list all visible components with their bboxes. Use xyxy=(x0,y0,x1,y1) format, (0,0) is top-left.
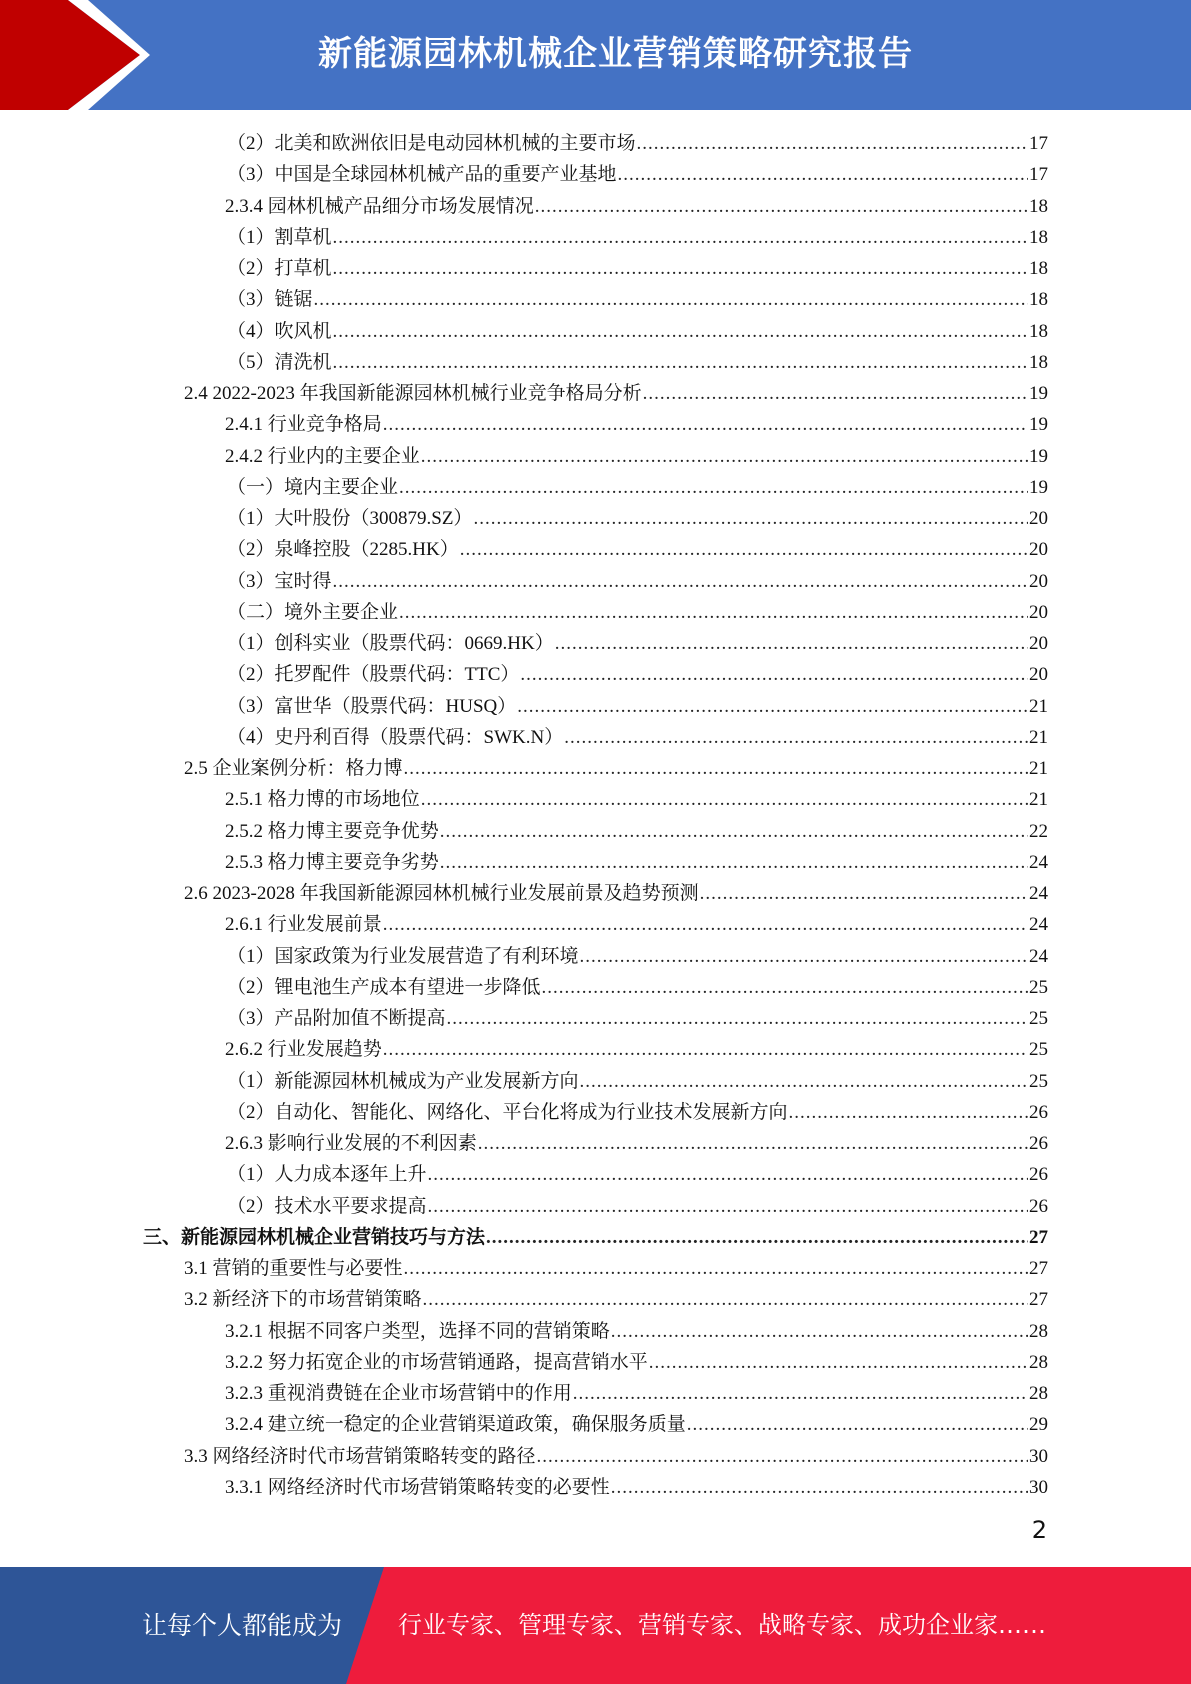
toc-entry-title: 2.6.1 行业发展前景 xyxy=(225,914,382,936)
toc-entry[interactable] xyxy=(184,1253,1048,1284)
toc-entry-title: （2）托罗配件（股票代码：TTC） xyxy=(227,664,520,686)
toc-entry[interactable] xyxy=(225,1034,1048,1065)
toc-dot-leader xyxy=(580,946,1028,968)
toc-dot-leader xyxy=(399,477,1028,499)
toc-entry[interactable] xyxy=(227,284,1048,315)
toc-dot-leader xyxy=(333,258,1028,280)
toc-entry-page: 25 xyxy=(1029,1070,1048,1092)
toc-entry-page: 20 xyxy=(1029,601,1048,623)
toc-entry-title: （1）新能源园林机械成为产业发展新方向 xyxy=(227,1070,579,1092)
toc-entry-title: 3.1 营销的重要性与必要性 xyxy=(184,1258,403,1279)
toc-entry-title: （2）自动化、智能化、网络化、平台化将成为行业技术发展新方向 xyxy=(227,1101,788,1123)
toc-entry[interactable] xyxy=(225,1472,1048,1503)
toc-dot-leader xyxy=(637,133,1028,155)
footer-slogan-left: 让每个人都能成为 xyxy=(142,1611,343,1640)
toc-entry-title: （2）打草机 xyxy=(227,258,332,279)
toc-entry[interactable] xyxy=(227,534,1048,565)
toc-entry-page: 24 xyxy=(1029,914,1048,936)
toc-entry[interactable] xyxy=(227,1159,1048,1190)
toc-entry[interactable] xyxy=(184,878,1048,909)
toc-entry-page: 26 xyxy=(1029,1195,1048,1217)
toc-entry[interactable] xyxy=(227,972,1048,1003)
toc-entry-title: （5）清洗机 xyxy=(227,351,332,373)
toc-entry[interactable] xyxy=(225,1347,1048,1378)
toc-entry[interactable] xyxy=(227,659,1048,690)
toc-entry[interactable] xyxy=(227,1191,1048,1222)
toc-entry-title: 2.6 2023-2028 年我国新能源园林机械行业发展前景及趋势预测 xyxy=(184,883,699,904)
toc-entry-page: 19 xyxy=(1029,383,1048,404)
toc-dot-leader xyxy=(611,1321,1028,1343)
toc-entry-page: 28 xyxy=(1029,1320,1048,1342)
toc-entry-page: 20 xyxy=(1029,664,1048,686)
toc-entry-title: （4）史丹利百得（股票代码：SWK.N） xyxy=(227,726,564,748)
toc-entry-page: 18 xyxy=(1029,258,1048,279)
toc-entry-title: 2.6.2 行业发展趋势 xyxy=(225,1039,382,1061)
toc-entry-title: （3）产品附加值不断提高 xyxy=(227,1008,446,1029)
toc-entry-page: 27 xyxy=(1029,1258,1048,1279)
toc-entry-title: （2）北美和欧洲依旧是电动园林机械的主要市场 xyxy=(227,133,636,154)
toc-dot-leader xyxy=(440,821,1028,843)
toc-entry-page: 29 xyxy=(1029,1414,1048,1436)
footer-bar xyxy=(0,1567,1191,1684)
toc-entry[interactable] xyxy=(225,191,1048,222)
toc-entry-page: 24 xyxy=(1029,883,1048,904)
toc-entry[interactable] xyxy=(227,691,1048,722)
toc-dot-leader xyxy=(440,852,1028,874)
toc-entry-title: 2.3.4 园林机械产品细分市场发展情况 xyxy=(225,195,534,217)
header-bar xyxy=(0,0,1191,110)
toc-entry-title: 3.2.2 努力拓宽企业的市场营销通路，提高营销水平 xyxy=(225,1351,648,1373)
toc-dot-leader xyxy=(423,1289,1028,1311)
toc-entry[interactable] xyxy=(225,1316,1048,1347)
toc-entry[interactable] xyxy=(227,503,1048,534)
toc-entry-title: （4）吹风机 xyxy=(227,320,332,342)
toc-entry[interactable] xyxy=(225,1409,1048,1440)
page-number: 2 xyxy=(1031,1516,1047,1544)
toc-entry-page: 21 xyxy=(1029,758,1048,779)
toc-entry[interactable] xyxy=(227,128,1048,159)
toc-dot-leader xyxy=(687,1414,1028,1436)
toc-entry-title: （2）锂电池生产成本有望进一步降低 xyxy=(227,976,541,998)
toc-entry-title: （3）链锯 xyxy=(227,289,313,311)
toc-entry-title: 2.5.2 格力博主要竞争优势 xyxy=(225,820,439,842)
toc-entry[interactable] xyxy=(225,441,1048,472)
toc-dot-leader xyxy=(333,227,1028,249)
toc-entry-page: 26 xyxy=(1029,1101,1048,1123)
toc-entry-title: 2.6.3 影响行业发展的不利因素 xyxy=(225,1133,477,1154)
toc-entry[interactable] xyxy=(227,1066,1048,1097)
toc-dot-leader xyxy=(486,1227,1028,1249)
toc-entry[interactable] xyxy=(225,784,1048,815)
toc-entry-title: （一）境内主要企业 xyxy=(227,476,399,498)
toc-entry-title: （1）创科实业（股票代码：0669.HK） xyxy=(227,633,554,654)
toc-entry-page: 25 xyxy=(1029,1039,1048,1061)
toc-entry[interactable] xyxy=(227,722,1048,753)
toc-dot-leader xyxy=(618,164,1028,186)
toc-entry-page: 27 xyxy=(1029,1289,1048,1311)
toc-entry-page: 21 xyxy=(1029,789,1048,811)
toc-entry[interactable] xyxy=(227,1003,1048,1034)
toc-dot-leader xyxy=(460,539,1028,561)
toc-entry-page: 24 xyxy=(1029,945,1048,967)
toc-entry[interactable] xyxy=(227,1097,1048,1128)
toc-entry-title: 2.4.2 行业内的主要企业 xyxy=(225,445,420,467)
toc-entry-page: 20 xyxy=(1029,633,1048,654)
toc-entry[interactable] xyxy=(227,347,1048,378)
toc-entry-page: 22 xyxy=(1029,820,1048,842)
toc-entry-title: （3）宝时得 xyxy=(227,570,332,592)
toc-dot-leader xyxy=(428,1196,1028,1218)
toc-dot-leader xyxy=(399,602,1028,624)
toc-entry-title: 3.2.4 建立统一稳定的企业营销渠道政策，确保服务质量 xyxy=(225,1414,686,1436)
report-title: 新能源园林机械企业营销策略研究报告 xyxy=(318,34,913,74)
toc-dot-leader xyxy=(643,383,1028,405)
toc-entry[interactable] xyxy=(227,472,1048,503)
toc-dot-leader xyxy=(649,1352,1028,1374)
toc-entry-title: 三、新能源园林机械企业营销技巧与方法 xyxy=(143,1226,486,1248)
toc-entry-page: 30 xyxy=(1029,1476,1048,1498)
toc-entry-page: 24 xyxy=(1029,851,1048,873)
toc-entry-page: 17 xyxy=(1029,133,1048,154)
toc-dot-leader xyxy=(404,1258,1028,1280)
toc-entry-title: 3.2.1 根据不同客户类型，选择不同的营销策略 xyxy=(225,1320,610,1342)
toc-entry[interactable] xyxy=(227,941,1048,972)
toc-dot-leader xyxy=(314,289,1028,311)
toc-entry[interactable] xyxy=(225,847,1048,878)
toc-entry-title: （3）富世华（股票代码：HUSQ） xyxy=(227,695,517,717)
toc-entry-title: （1）大叶股份（300879.SZ） xyxy=(227,508,473,529)
toc-entry-page: 27 xyxy=(1029,1226,1048,1248)
toc-dot-leader xyxy=(383,1039,1028,1061)
toc-dot-leader xyxy=(580,1071,1028,1093)
toc-entry-page: 18 xyxy=(1029,226,1048,248)
toc-dot-leader xyxy=(542,977,1028,999)
toc-entry[interactable] xyxy=(184,1284,1048,1315)
toc-dot-leader xyxy=(573,1383,1028,1405)
toc-entry-page: 28 xyxy=(1029,1351,1048,1373)
toc-dot-leader xyxy=(404,758,1028,780)
toc-entry-page: 18 xyxy=(1029,320,1048,342)
toc-entry[interactable] xyxy=(227,316,1048,347)
toc-dot-leader xyxy=(535,196,1028,218)
toc-entry[interactable] xyxy=(227,159,1048,190)
toc-entry[interactable] xyxy=(225,1128,1048,1159)
toc-entry-page: 20 xyxy=(1029,508,1048,529)
toc-entry-page: 20 xyxy=(1029,570,1048,592)
toc-dot-leader xyxy=(564,727,1028,749)
toc-entry[interactable] xyxy=(143,1222,1048,1253)
toc-dot-leader xyxy=(473,508,1028,530)
toc-dot-leader xyxy=(789,1102,1028,1124)
toc-entry-title: 3.3 网络经济时代市场营销策略转变的路径 xyxy=(184,1445,536,1467)
toc-entry-page: 20 xyxy=(1029,539,1048,561)
toc-entry-page: 25 xyxy=(1029,1008,1048,1029)
toc-dot-leader xyxy=(421,789,1028,811)
footer-slogan-right: 行业专家、管理专家、营销专家、战略专家、成功企业家…… xyxy=(398,1611,1046,1639)
toc-dot-leader xyxy=(537,1446,1028,1468)
toc-entry-page: 30 xyxy=(1029,1445,1048,1467)
toc-entry-title: （1）人力成本逐年上升 xyxy=(227,1164,427,1186)
toc-dot-leader xyxy=(333,352,1028,374)
toc-entry[interactable] xyxy=(225,816,1048,847)
toc-entry[interactable] xyxy=(227,566,1048,597)
toc-entry[interactable] xyxy=(184,1441,1048,1472)
toc-entry-title: （1）国家政策为行业发展营造了有利环境 xyxy=(227,945,579,967)
toc-entry-page: 17 xyxy=(1029,164,1048,186)
toc-entry-page: 18 xyxy=(1029,351,1048,373)
toc-entry-title: （2）泉峰控股（2285.HK） xyxy=(227,539,459,561)
toc-entry-title: 2.5 企业案例分析：格力博 xyxy=(184,758,403,779)
toc-dot-leader xyxy=(333,321,1028,343)
toc-entry[interactable] xyxy=(225,1378,1048,1409)
toc-dot-leader xyxy=(383,914,1028,936)
toc-entry-title: 3.2.3 重视消费链在企业市场营销中的作用 xyxy=(225,1383,572,1404)
toc-entry-page: 28 xyxy=(1029,1383,1048,1404)
toc-entry-page: 21 xyxy=(1029,726,1048,748)
toc-entry-page: 19 xyxy=(1029,414,1048,436)
toc-dot-leader xyxy=(700,883,1028,905)
toc-entry-title: （3）中国是全球园林机械产品的重要产业基地 xyxy=(227,164,617,186)
toc-entry-title: 2.5.1 格力博的市场地位 xyxy=(225,789,420,811)
toc-entry-page: 18 xyxy=(1029,289,1048,311)
toc-entry-page: 25 xyxy=(1029,976,1048,998)
toc-entry-page: 19 xyxy=(1029,445,1048,467)
toc-entry-title: 2.5.3 格力博主要竞争劣势 xyxy=(225,851,439,873)
toc-dot-leader xyxy=(333,571,1028,593)
toc-entry-title: （2）技术水平要求提高 xyxy=(227,1195,427,1217)
toc-entry-title: （二）境外主要企业 xyxy=(227,601,399,623)
toc-entry-title: 2.4.1 行业竞争格局 xyxy=(225,414,382,436)
toc-entry-page: 26 xyxy=(1029,1133,1048,1154)
toc-dot-leader xyxy=(447,1008,1028,1030)
toc-entry[interactable] xyxy=(225,909,1048,940)
toc-dot-leader xyxy=(383,414,1028,436)
toc-entry-title: 2.4 2022-2023 年我国新能源园林机械行业竞争格局分析 xyxy=(184,383,642,404)
toc-dot-leader xyxy=(478,1133,1028,1155)
toc-entry-title: 3.3.1 网络经济时代市场营销策略转变的必要性 xyxy=(225,1476,610,1498)
toc-entry[interactable] xyxy=(227,222,1048,253)
toc-dot-leader xyxy=(520,664,1028,686)
toc-entry[interactable] xyxy=(227,253,1048,284)
toc-entry-title: （1）割草机 xyxy=(227,226,332,248)
toc-dot-leader xyxy=(428,1164,1028,1186)
toc-entry-page: 18 xyxy=(1029,195,1048,217)
toc-dot-leader xyxy=(517,696,1028,718)
toc-entry-page: 21 xyxy=(1029,695,1048,717)
toc-entry-page: 19 xyxy=(1029,476,1048,498)
toc-entry[interactable] xyxy=(227,628,1048,659)
toc-entry[interactable] xyxy=(184,378,1048,409)
toc-entry-page: 26 xyxy=(1029,1164,1048,1186)
toc-dot-leader xyxy=(555,633,1028,655)
toc-entry-title: 3.2 新经济下的市场营销策略 xyxy=(184,1289,422,1311)
toc-dot-leader xyxy=(611,1477,1028,1499)
toc-entry[interactable] xyxy=(184,753,1048,784)
toc-entry[interactable] xyxy=(225,409,1048,440)
chevron-arrow-icon xyxy=(0,0,160,110)
toc-dot-leader xyxy=(421,446,1028,468)
toc-entry[interactable] xyxy=(227,597,1048,628)
